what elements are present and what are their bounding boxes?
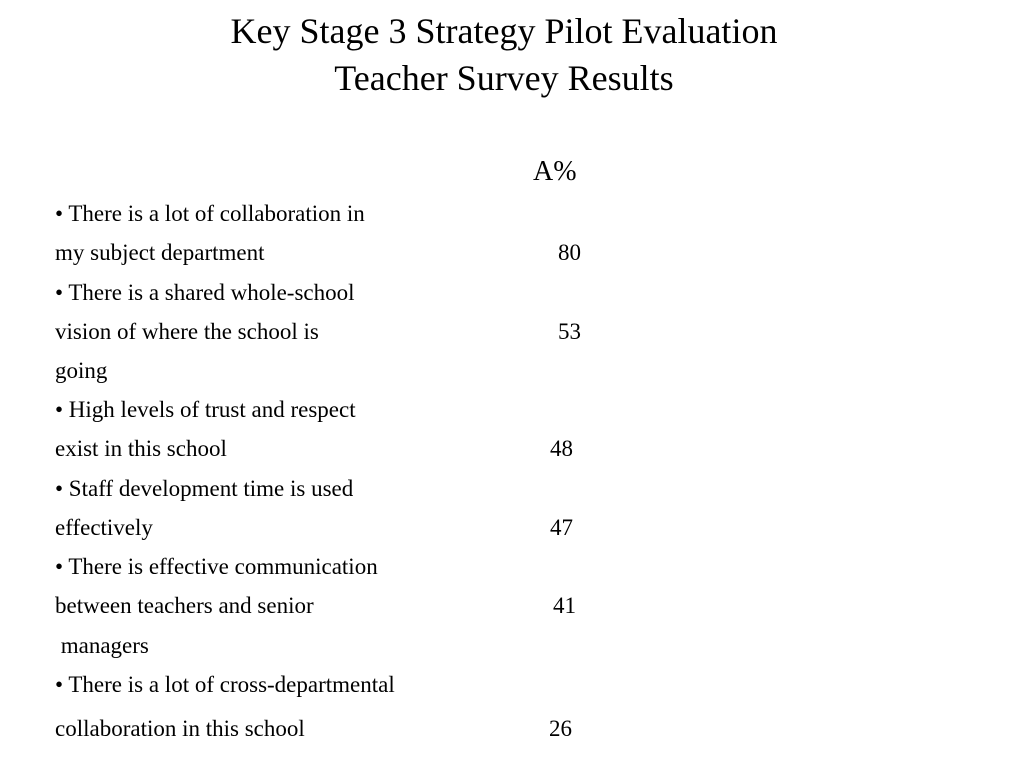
survey-item-5-line-2: between teachers and senior — [55, 593, 314, 618]
survey-item-5-value: 41 — [553, 593, 576, 618]
survey-item-6-value: 26 — [549, 716, 572, 741]
survey-item-4-line-2: effectively — [55, 515, 153, 540]
survey-item-5-line-1: • There is effective communication — [55, 554, 378, 579]
survey-item-6-line-2: collaboration in this school — [55, 716, 305, 741]
survey-item-2-line-2: vision of where the school is — [55, 319, 319, 344]
survey-item-6-line-1: • There is a lot of cross-departmental — [55, 672, 395, 697]
survey-item-2-line-1: • There is a shared whole-school — [55, 280, 355, 305]
survey-item-4-line-1: • Staff development time is used — [55, 476, 354, 501]
survey-item-4-value: 47 — [550, 515, 573, 540]
survey-item-5-line-3: managers — [55, 633, 149, 658]
survey-item-1-value: 80 — [558, 240, 581, 265]
slide-title-line1: Key Stage 3 Strategy Pilot Evaluation — [230, 11, 778, 51]
survey-item-2-value: 53 — [558, 319, 581, 344]
survey-item-2-line-3: going — [55, 358, 108, 383]
slide-title-line2: Teacher Survey Results — [334, 58, 674, 98]
survey-item-3-line-2: exist in this school — [55, 436, 227, 461]
survey-item-1-line-2: my subject department — [55, 240, 265, 265]
survey-item-3-line-1: • High levels of trust and respect — [55, 397, 356, 422]
column-header: A% — [533, 156, 577, 187]
survey-item-3-value: 48 — [550, 436, 573, 461]
survey-item-1-line-1: • There is a lot of collaboration in — [55, 201, 365, 226]
